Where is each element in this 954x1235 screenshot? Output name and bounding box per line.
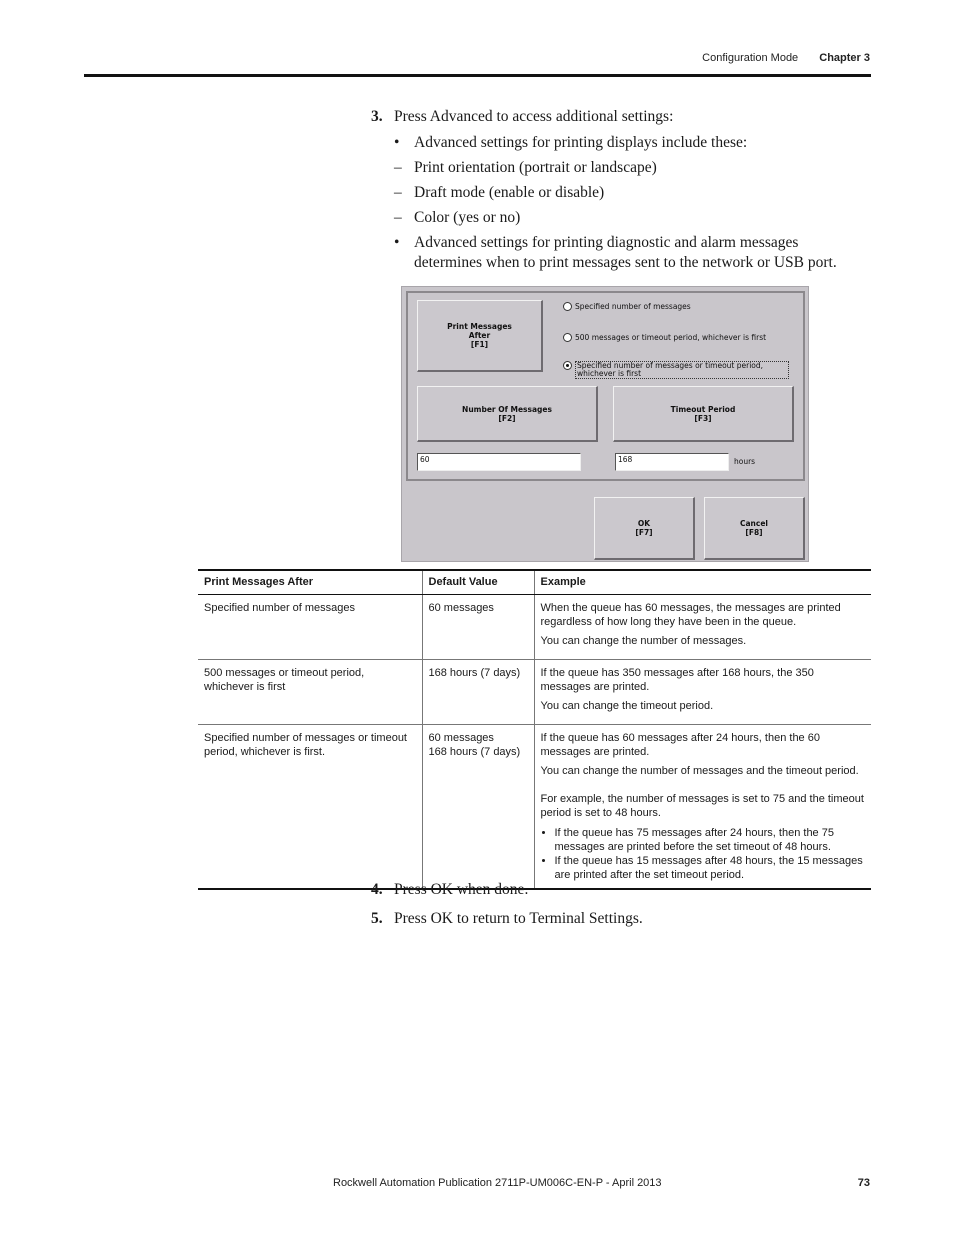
default-value: 168 hours (7 days) bbox=[428, 746, 521, 758]
print-messages-dialog bbox=[401, 286, 809, 562]
button-key: [F2] bbox=[498, 413, 516, 423]
radio-label: 500 messages or timeout period, whichever is first bbox=[575, 333, 767, 342]
list-item bbox=[394, 208, 869, 228]
table-cell bbox=[422, 595, 534, 660]
step-number: 5. bbox=[371, 910, 383, 927]
step-number: 4. bbox=[371, 881, 383, 898]
table-cell bbox=[534, 725, 871, 890]
list-item bbox=[394, 233, 869, 273]
list-item: • If the queue has 15 messages after 48 hours, the 15 messages are printed after the set timeout period. bbox=[555, 854, 866, 882]
radio-500-or-timeout[interactable] bbox=[563, 333, 766, 342]
example-text: You can change the number of messages and the timeout period. bbox=[540, 765, 859, 777]
default-value: 168 hours (7 days) bbox=[428, 667, 521, 679]
button-key: [F1] bbox=[470, 340, 489, 349]
radio-circle-icon bbox=[563, 333, 572, 342]
step-3 bbox=[371, 108, 673, 126]
step-text: Press OK to return to Terminal Settings. bbox=[394, 910, 643, 927]
step-text: Press OK when done. bbox=[394, 881, 529, 898]
timeout-period-input[interactable]: 168 bbox=[615, 453, 729, 471]
column-header: Example bbox=[534, 570, 871, 595]
number-of-messages-button[interactable] bbox=[417, 386, 598, 442]
table-row bbox=[198, 660, 871, 725]
publication-info: Rockwell Automation Publication 2711P-UM006C-EN-P - April 2013 bbox=[333, 1177, 662, 1189]
example-text: If the queue has 60 messages after 24 hours, then the 60 messages are printed. bbox=[540, 732, 820, 758]
timeout-period-button[interactable] bbox=[613, 386, 794, 442]
radio-label: Specified number of messages bbox=[575, 302, 691, 311]
dash-mark: – bbox=[394, 159, 402, 176]
radio-selected-icon bbox=[563, 361, 572, 370]
button-label: After bbox=[468, 331, 491, 340]
table-cell bbox=[534, 595, 871, 660]
example-text: When the queue has 60 messages, the messages are printed regardless of how long they have been in the queue. bbox=[540, 602, 841, 628]
timeout-unit: hours bbox=[734, 457, 756, 466]
table-cell bbox=[534, 660, 871, 725]
example-text: You can change the timeout period. bbox=[540, 700, 714, 712]
list-item-text: Print orientation (portrait or landscape) bbox=[414, 159, 657, 176]
button-key: [F3] bbox=[694, 413, 712, 423]
cancel-button[interactable] bbox=[704, 497, 805, 560]
list-item-text: Advanced settings for printing displays include these: bbox=[414, 134, 748, 151]
radio-circle-icon bbox=[563, 302, 572, 311]
dash-mark: – bbox=[394, 209, 402, 226]
table-header-row bbox=[198, 570, 871, 595]
table-cell bbox=[422, 725, 534, 890]
default-value: 60 messages bbox=[428, 602, 494, 614]
example-text: For example, the number of messages is set to 75 and the timeout period is set to 48 hours. bbox=[540, 793, 864, 819]
bullet-mark: • bbox=[394, 134, 400, 151]
column-header: Default Value bbox=[422, 570, 534, 595]
example-text: If the queue has 350 messages after 168 hours, the 350 messages are printed. bbox=[540, 667, 814, 693]
column-header: Print Messages After bbox=[198, 570, 422, 595]
button-label: Timeout Period bbox=[670, 404, 736, 414]
chapter-label: Chapter 3 bbox=[819, 52, 870, 64]
list-item-text: Draft mode (enable or disable) bbox=[414, 184, 605, 201]
radio-specified-or-timeout[interactable] bbox=[563, 361, 789, 379]
table-cell: 500 messages or timeout period, whichever is first bbox=[198, 660, 422, 725]
header-rule bbox=[84, 74, 871, 77]
print-messages-after-button[interactable] bbox=[417, 300, 543, 372]
button-label: Cancel bbox=[739, 519, 768, 528]
list-item bbox=[394, 183, 869, 203]
ok-button[interactable] bbox=[594, 497, 695, 560]
table-cell bbox=[422, 660, 534, 725]
bullet-mark: • bbox=[394, 234, 400, 251]
list-item: • If the queue has 75 messages after 24 hours, then the 75 messages are printed before the set timeout of 48 hours. bbox=[555, 826, 866, 854]
table-cell: Specified number of messages or timeout period, whichever is first. bbox=[198, 725, 422, 890]
list-item bbox=[394, 133, 869, 153]
radio-specified-number[interactable] bbox=[563, 302, 691, 311]
button-key: [F7] bbox=[635, 528, 653, 537]
number-of-messages-input[interactable]: 60 bbox=[417, 453, 581, 471]
radio-label: Specified number of messages or timeout period, whichever is first bbox=[575, 361, 789, 379]
page-header bbox=[702, 52, 870, 64]
step-5 bbox=[371, 910, 643, 928]
table-row bbox=[198, 725, 871, 890]
step-number: 3. bbox=[371, 108, 383, 125]
table-cell: Specified number of messages bbox=[198, 595, 422, 660]
button-label: Number Of Messages bbox=[462, 404, 552, 414]
step-text: Press Advanced to access additional settings: bbox=[394, 108, 674, 125]
section-title: Configuration Mode bbox=[702, 52, 799, 64]
button-label: OK bbox=[637, 519, 651, 528]
page-number: 73 bbox=[857, 1177, 870, 1189]
print-messages-table bbox=[198, 569, 871, 890]
button-label: Print Messages bbox=[447, 322, 512, 331]
button-key: [F8] bbox=[745, 528, 763, 537]
table-row bbox=[198, 595, 871, 660]
list-item bbox=[394, 158, 869, 178]
step-4 bbox=[371, 881, 528, 899]
dash-mark: – bbox=[394, 184, 402, 201]
example-text: You can change the number of messages. bbox=[540, 635, 747, 647]
list-item-text: Advanced settings for printing diagnostic and alarm messages determines when to print messages sent to the network or USB port. bbox=[414, 234, 837, 271]
list-item-text: Color (yes or no) bbox=[414, 209, 521, 226]
default-value: 60 messages bbox=[428, 732, 494, 744]
example-bullet-list bbox=[541, 826, 866, 882]
